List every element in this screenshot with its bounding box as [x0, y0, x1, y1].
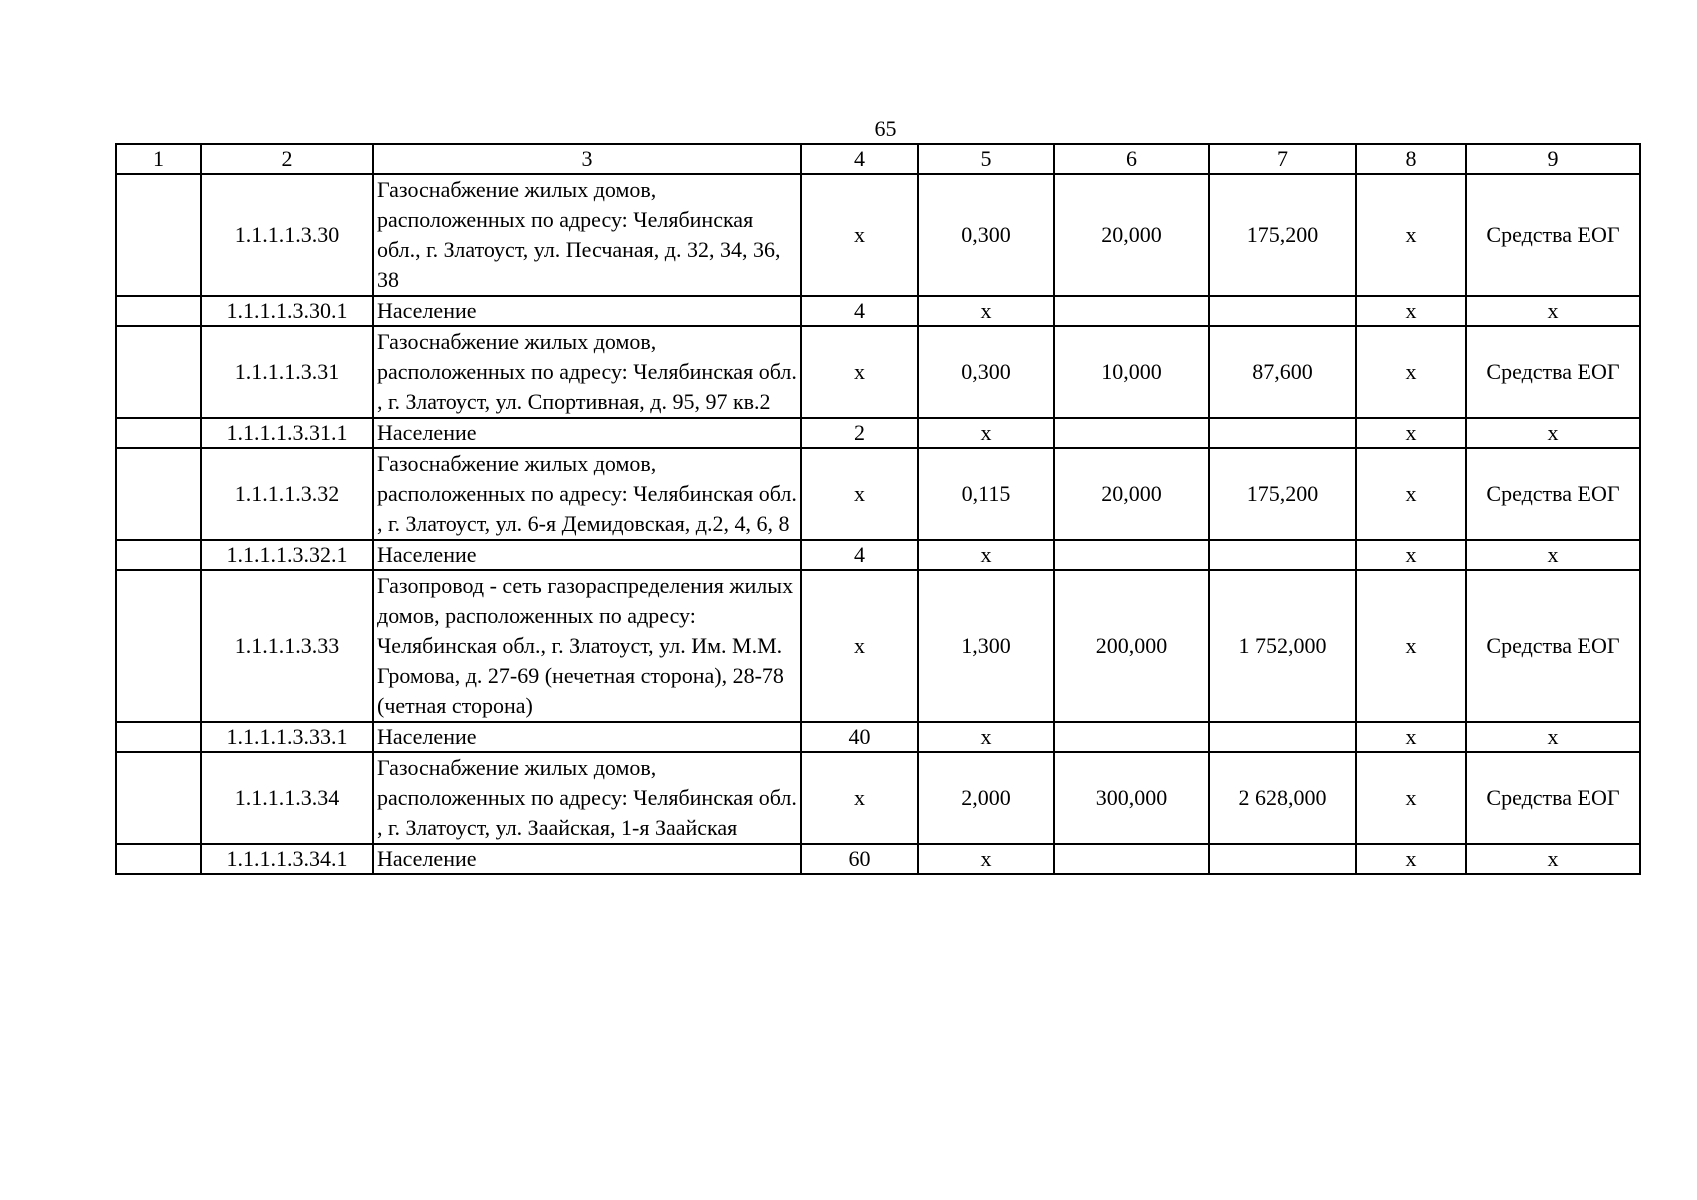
cell-col7 — [1209, 844, 1356, 874]
cell-col6: 200,000 — [1054, 570, 1209, 722]
cell-description: Население — [373, 418, 801, 448]
cell-col5: х — [918, 722, 1054, 752]
cell-col4: х — [801, 174, 918, 296]
cell-number — [116, 174, 201, 296]
header-row — [116, 144, 1640, 174]
cell-col8: х — [1356, 722, 1466, 752]
table-row — [116, 540, 1640, 570]
cell-col5: 2,000 — [918, 752, 1054, 844]
cell-description: Население — [373, 722, 801, 752]
column-header: 6 — [1054, 144, 1209, 174]
cell-col7 — [1209, 418, 1356, 448]
cell-col7 — [1209, 540, 1356, 570]
cell-col6 — [1054, 844, 1209, 874]
cell-code: 1.1.1.1.3.33 — [201, 570, 373, 722]
cell-col4: х — [801, 326, 918, 418]
cell-source: Средства ЕОГ — [1466, 448, 1640, 540]
column-header: 3 — [373, 144, 801, 174]
cell-col8: х — [1356, 540, 1466, 570]
cell-col6: 20,000 — [1054, 174, 1209, 296]
table-row — [116, 844, 1640, 874]
cell-col5: 0,300 — [918, 326, 1054, 418]
cell-code: 1.1.1.1.3.32.1 — [201, 540, 373, 570]
cell-source: х — [1466, 296, 1640, 326]
table-row — [116, 752, 1640, 844]
table-row — [116, 418, 1640, 448]
column-header: 2 — [201, 144, 373, 174]
cell-description: Население — [373, 540, 801, 570]
cell-number — [116, 752, 201, 844]
cell-col5: х — [918, 540, 1054, 570]
cell-col6 — [1054, 540, 1209, 570]
cell-number — [116, 540, 201, 570]
cell-description: Газопровод - сеть газораспределения жилых домов, расположенных по адресу: Челябинская обл., г. Златоуст, ул. Им. М.М. Громова, д. 27-69 (нечетная сторона), 28-78 (четная сторона) — [373, 570, 801, 722]
cell-number — [116, 448, 201, 540]
cell-code: 1.1.1.1.3.34 — [201, 752, 373, 844]
page-number: 65 — [874, 116, 897, 141]
column-header: 8 — [1356, 144, 1466, 174]
cell-col8: х — [1356, 752, 1466, 844]
cell-description: Газоснабжение жилых домов, расположенных по адресу: Челябинская обл., г. Златоуст, ул. Песчаная, д. 32, 34, 36, 38 — [373, 174, 801, 296]
cell-source: Средства ЕОГ — [1466, 752, 1640, 844]
cell-number — [116, 570, 201, 722]
table-row — [116, 174, 1640, 296]
cell-description: Население — [373, 844, 801, 874]
cell-number — [116, 296, 201, 326]
table-row — [116, 296, 1640, 326]
cell-col4: 4 — [801, 540, 918, 570]
cell-col7 — [1209, 296, 1356, 326]
cell-description: Население — [373, 296, 801, 326]
cell-col8: х — [1356, 326, 1466, 418]
cell-col4: 4 — [801, 296, 918, 326]
cell-source: Средства ЕОГ — [1466, 570, 1640, 722]
cell-code: 1.1.1.1.3.31.1 — [201, 418, 373, 448]
cell-source: Средства ЕОГ — [1466, 326, 1640, 418]
cell-col5: х — [918, 844, 1054, 874]
cell-col4: х — [801, 448, 918, 540]
cell-col8: х — [1356, 448, 1466, 540]
cell-source: Средства ЕОГ — [1466, 174, 1640, 296]
column-header: 4 — [801, 144, 918, 174]
cell-col8: х — [1356, 844, 1466, 874]
cell-number — [116, 722, 201, 752]
cell-source: х — [1466, 418, 1640, 448]
cell-number — [116, 326, 201, 418]
cell-col6 — [1054, 296, 1209, 326]
data-table — [115, 143, 1641, 875]
cell-col4: 60 — [801, 844, 918, 874]
column-header: 7 — [1209, 144, 1356, 174]
cell-col4: 40 — [801, 722, 918, 752]
cell-description: Газоснабжение жилых домов, расположенных по адресу: Челябинская обл. , г. Златоуст, ул. 6-я Демидовская, д.2, 4, 6, 8 — [373, 448, 801, 540]
cell-col6 — [1054, 418, 1209, 448]
cell-col8: х — [1356, 296, 1466, 326]
table-row — [116, 570, 1640, 722]
cell-code: 1.1.1.1.3.31 — [201, 326, 373, 418]
cell-col8: х — [1356, 174, 1466, 296]
cell-col6 — [1054, 722, 1209, 752]
table-row — [116, 326, 1640, 418]
table-row — [116, 448, 1640, 540]
table-row — [116, 722, 1640, 752]
cell-col5: 1,300 — [918, 570, 1054, 722]
cell-col4: х — [801, 752, 918, 844]
cell-col5: 0,300 — [918, 174, 1054, 296]
cell-col4: х — [801, 570, 918, 722]
cell-number — [116, 844, 201, 874]
cell-col7: 2 628,000 — [1209, 752, 1356, 844]
cell-source: х — [1466, 844, 1640, 874]
cell-col7: 175,200 — [1209, 448, 1356, 540]
column-header: 9 — [1466, 144, 1640, 174]
cell-col4: 2 — [801, 418, 918, 448]
cell-code: 1.1.1.1.3.30 — [201, 174, 373, 296]
cell-col5: х — [918, 418, 1054, 448]
cell-col5: 0,115 — [918, 448, 1054, 540]
cell-col5: х — [918, 296, 1054, 326]
cell-description: Газоснабжение жилых домов, расположенных по адресу: Челябинская обл. , г. Златоуст, ул. Спортивная, д. 95, 97 кв.2 — [373, 326, 801, 418]
cell-col7: 1 752,000 — [1209, 570, 1356, 722]
cell-number — [116, 418, 201, 448]
cell-source: х — [1466, 722, 1640, 752]
cell-description: Газоснабжение жилых домов, расположенных по адресу: Челябинская обл. , г. Златоуст, ул. Заайская, 1-я Заайская — [373, 752, 801, 844]
cell-col8: х — [1356, 418, 1466, 448]
cell-code: 1.1.1.1.3.32 — [201, 448, 373, 540]
cell-col7: 87,600 — [1209, 326, 1356, 418]
cell-col7: 175,200 — [1209, 174, 1356, 296]
column-header: 5 — [918, 144, 1054, 174]
cell-source: х — [1466, 540, 1640, 570]
cell-col7 — [1209, 722, 1356, 752]
cell-col6: 20,000 — [1054, 448, 1209, 540]
cell-col6: 10,000 — [1054, 326, 1209, 418]
cell-code: 1.1.1.1.3.33.1 — [201, 722, 373, 752]
cell-col6: 300,000 — [1054, 752, 1209, 844]
cell-code: 1.1.1.1.3.30.1 — [201, 296, 373, 326]
cell-col8: х — [1356, 570, 1466, 722]
column-header: 1 — [116, 144, 201, 174]
cell-code: 1.1.1.1.3.34.1 — [201, 844, 373, 874]
